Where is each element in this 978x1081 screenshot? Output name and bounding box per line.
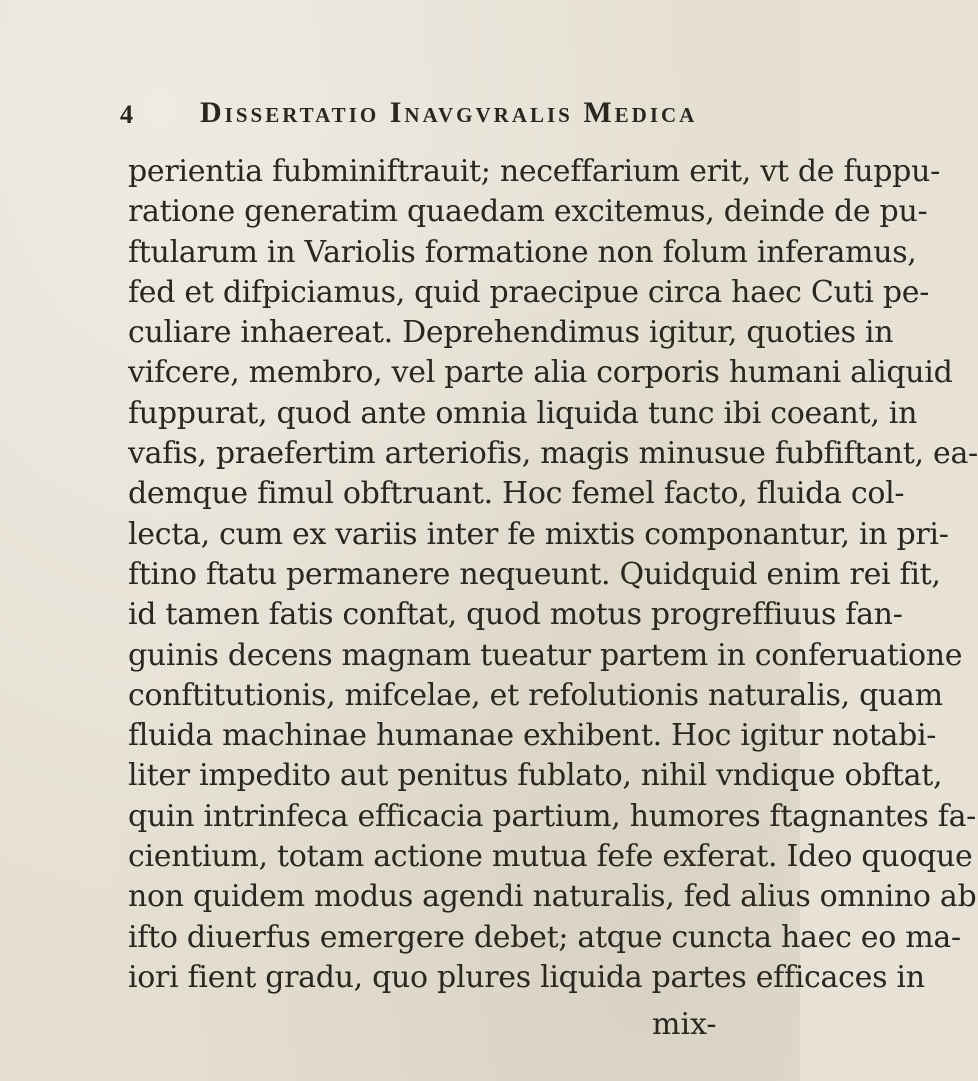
text-line: quin intrinfeca efficacia partium, humores ftagnantes fa- <box>128 798 976 834</box>
running-head: Dissertatio Inavgvralis Medica <box>200 96 698 129</box>
text-line: lecta, cum ex variis inter fe mixtis componantur, in pri- <box>128 516 949 552</box>
page-number: 4 <box>120 100 133 129</box>
text-line: ratione generatim quaedam excitemus, deinde de pu- <box>128 194 928 230</box>
text-line: conftitutionis, mifcelae, et refolutionis naturalis, quam <box>128 677 943 713</box>
text-line: guinis decens magnam tueatur partem in conferuatione <box>128 637 963 673</box>
text-line: liter impedito aut penitus fublato, nihil vndique obftat, <box>128 758 943 794</box>
text-line: ftularum in Variolis formatione non folum inferamus, <box>128 234 917 270</box>
text-line: demque fimul obftruant. Hoc femel facto, fluida col- <box>128 476 905 512</box>
text-line: non quidem modus agendi naturalis, fed alius omnino ab <box>128 879 977 915</box>
text-line: ftino ftatu permanere nequeunt. Quidquid enim rei fit, <box>128 556 941 592</box>
text-line: fuppurat, quod ante omnia liquida tunc ibi coeant, in <box>128 395 918 431</box>
text-line: iori fient gradu, quo plures liquida partes efficaces in <box>128 959 925 995</box>
text-line: vafis, praefertim arteriofis, magis minusue fubfiftant, ea- <box>128 436 978 472</box>
catchword: mix- <box>652 1007 717 1042</box>
text-line: fluida machinae humanae exhibent. Hoc igitur notabi- <box>128 718 937 754</box>
text-line: perientia fubminiftrauit; neceffarium erit, vt de fuppu- <box>128 154 940 189</box>
page-header <box>120 96 700 136</box>
text-line: ifto diuerfus emergere debet; atque cuncta haec eo ma- <box>128 919 961 955</box>
text-line: id tamen fatis conftat, quod motus progreffiuus fan- <box>128 597 903 633</box>
text-line: cientium, totam actione mutua fefe exferat. Ideo quoque <box>128 839 973 875</box>
text-line: culiare inhaereat. Deprehendimus igitur, quoties in <box>128 315 894 351</box>
body-text <box>128 152 978 998</box>
text-line: fed et difpiciamus, quid praecipue circa haec Cuti pe- <box>128 274 930 310</box>
text-line: vifcere, membro, vel parte alia corporis humani aliquid <box>128 355 953 391</box>
